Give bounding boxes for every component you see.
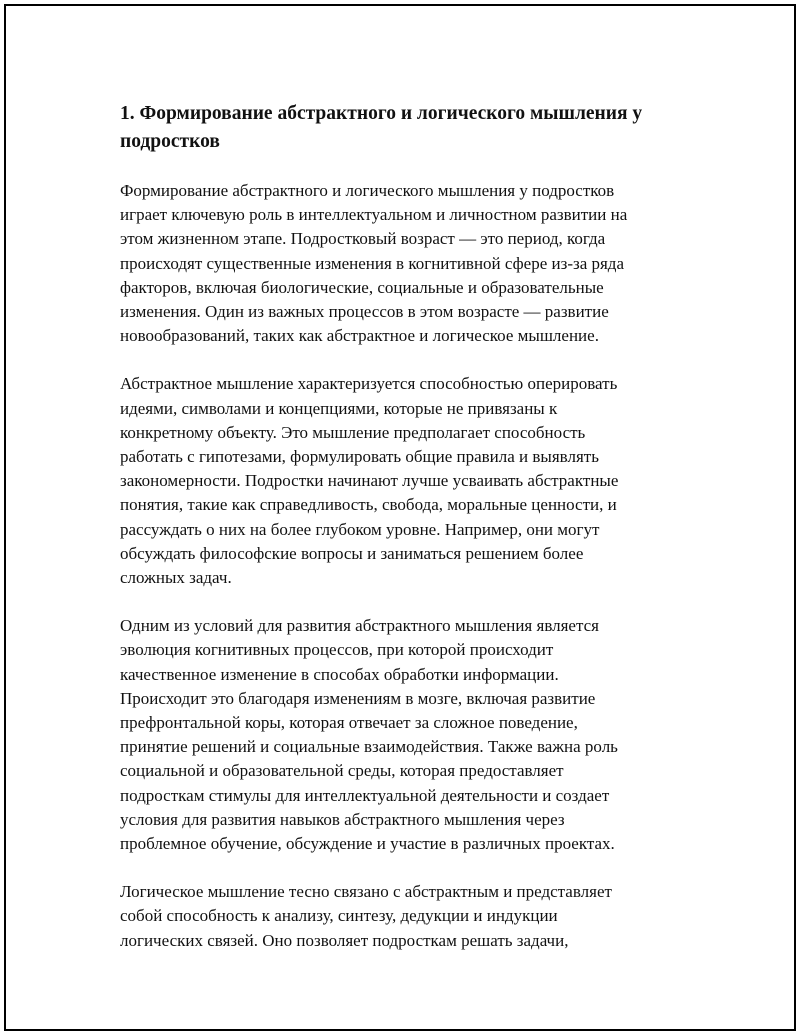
text-line: обсуждать философские вопросы и заниматься решением более	[120, 543, 584, 563]
paragraph-4	[120, 880, 700, 953]
text-line: происходят существенные изменения в когнитивной сфере из-за ряда	[120, 253, 624, 273]
text-line: логических связей. Оно позволяет подросткам решать задачи,	[120, 930, 569, 950]
text-line: этом жизненном этапе. Подростковый возраст — это период, когда	[120, 229, 606, 249]
text-line: идеями, символами и концепциями, которые не привязаны к	[120, 398, 558, 418]
text-line: работать с гипотезами, формулировать общие правила и выявлять	[120, 447, 599, 467]
section-heading	[120, 96, 700, 156]
text-line: Абстрактное мышление характеризуется способностью оперировать	[120, 374, 618, 394]
text-line: условия для развития навыков абстрактного мышления через	[120, 809, 565, 829]
document-body	[120, 96, 700, 977]
text-line: рассуждать о них на более глубоком уровне. Например, они могут	[120, 519, 600, 539]
text-line: качественное изменение в способах обработки информации.	[120, 664, 559, 684]
text-line: новообразований, таких как абстрактное и логическое мышление.	[120, 326, 599, 346]
text-line: закономерности. Подростки начинают лучше усваивать абстрактные	[120, 471, 619, 491]
text-line: эволюция когнитивных процессов, при которой происходит	[120, 640, 554, 660]
paragraph-3	[120, 614, 700, 856]
text-line: факторов, включая биологические, социальные и образовательные	[120, 277, 604, 297]
text-line: проблемное обучение, обсуждение и участие в различных проектах.	[120, 834, 615, 854]
text-line: префронтальной коры, которая отвечает за сложное поведение,	[120, 713, 578, 733]
text-line: изменения. Один из важных процессов в этом возрасте — развитие	[120, 302, 609, 322]
heading-line: 1. Формирование абстрактного и логического мышления у	[120, 103, 643, 124]
heading-line: подростков	[120, 131, 220, 152]
text-line: Происходит это благодаря изменениям в мозге, включая развитие	[120, 688, 596, 708]
text-line: принятие решений и социальные взаимодействия. Также важна роль	[120, 737, 618, 757]
paragraph-2	[120, 372, 700, 590]
text-line: социальной и образовательной среды, которая предоставляет	[120, 761, 564, 781]
text-line: конкретному объекту. Это мышление предполагает способность	[120, 422, 586, 442]
paragraph-1	[120, 179, 700, 348]
text-line: Одним из условий для развития абстрактного мышления является	[120, 616, 599, 636]
text-line: Логическое мышление тесно связано с абстрактным и представляет	[120, 882, 612, 902]
document-page	[4, 4, 796, 1031]
text-line: сложных задач.	[120, 568, 232, 588]
text-line: подросткам стимулы для интеллектуальной деятельности и создает	[120, 785, 610, 805]
text-line: играет ключевую роль в интеллектуальном и личностном развитии на	[120, 205, 628, 225]
text-line: собой способность к анализу, синтезу, дедукции и индукции	[120, 906, 558, 926]
text-line: понятия, такие как справедливость, свобода, моральные ценности, и	[120, 495, 617, 515]
text-line: Формирование абстрактного и логического мышления у подростков	[120, 181, 615, 200]
